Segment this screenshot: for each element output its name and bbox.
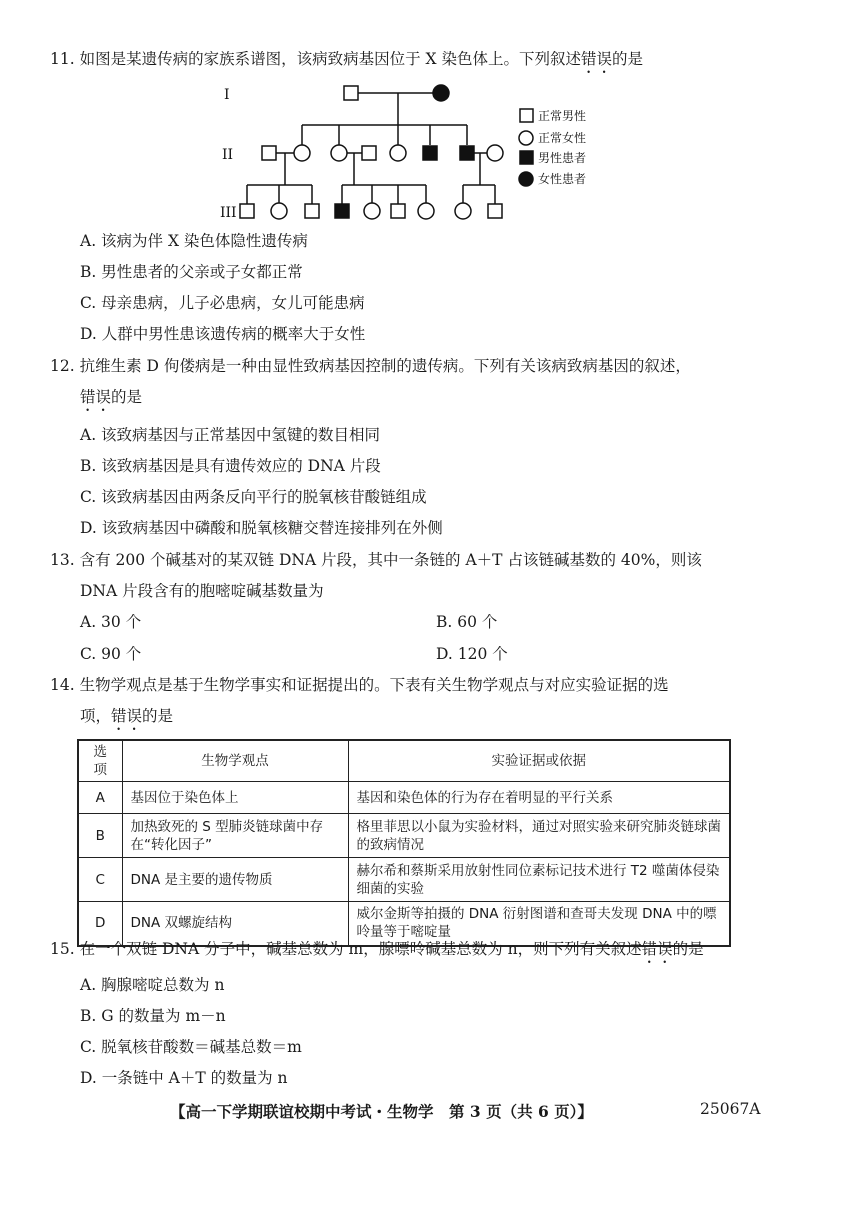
table-row: [78, 782, 730, 814]
gen2-male-affected-2: [460, 146, 474, 160]
gen3-female-4: [455, 203, 471, 219]
table-cell-key: D: [78, 902, 122, 946]
q15-option-c: C. 脱氧核苷酸数＝碱基总数＝m: [80, 1038, 302, 1056]
q12-option-b: B. 该致病基因是具有遗传效应的 DNA 片段: [80, 457, 381, 475]
q11-option-c: C. 母亲患病，儿子必患病，女儿可能患病: [80, 294, 365, 312]
q12-stem: 12. 抗维生素 D 佝偻病是一种由显性致病基因控制的遗传病。下列有关该病致病基因的叙述，: [50, 357, 691, 375]
gen3-male-3: [391, 204, 405, 218]
q13-stem: 13. 含有 200 个碱基对的某双链 DNA 片段，其中一条链的 A＋T 占该链碱基数的 40%，则该: [50, 551, 702, 569]
table-cell-evidence: 格里菲思以小鼠为实验材料，通过对照实验来研究肺炎链球菌的致病情况: [348, 814, 730, 858]
table-cell-evidence: 赫尔希和蔡斯采用放射性同位素标记技术进行 T2 噬菌体侵染细菌的实验: [348, 858, 730, 902]
legend-affected-male: 男性患者: [538, 151, 587, 165]
q13-option-d: D. 120 个: [436, 645, 508, 663]
q11-option-b: B. 男性患者的父亲或子女都正常: [80, 263, 303, 281]
q14-stem: 14. 生物学观点是基于生物学事实和证据提出的。下表有关生物学观点与对应实验证据的选: [50, 676, 669, 694]
q15-option-d: D. 一条链中 A＋T 的数量为 n: [80, 1069, 288, 1087]
gen3-female-2: [364, 203, 380, 219]
gen1-female-affected: [433, 85, 449, 101]
gen3-female-3: [418, 203, 434, 219]
gen3-label: III: [220, 205, 237, 221]
gen3-male-1: [240, 204, 254, 218]
table-cell-view: DNA 是主要的遗传物质: [122, 858, 348, 902]
gen3-male-affected: [335, 204, 349, 218]
table-header: 选项: [78, 740, 122, 782]
gen3-male-2: [305, 204, 319, 218]
table-cell-key: A: [78, 782, 122, 814]
gen2-male-1: [262, 146, 276, 160]
table-row: [78, 858, 730, 902]
q15-option-b: B. G 的数量为 m－n: [80, 1007, 226, 1025]
footer-code: 25067A: [700, 1100, 761, 1118]
footer-title: 【高一下学期联谊校期中考试・生物学 第 3 页（共 6 页）】: [170, 1102, 593, 1121]
q12-stem-line2: 错误的是: [80, 388, 143, 406]
q14-emphasis: 错误: [111, 707, 143, 725]
q15-option-a: A. 胸腺嘧啶总数为 n: [80, 976, 225, 994]
table-header: 生物学观点: [122, 740, 348, 782]
gen2-female-4: [487, 145, 503, 161]
q12-option-c: C. 该致病基因由两条反向平行的脱氧核苷酸链组成: [80, 488, 427, 506]
gen2-female-3: [390, 145, 406, 161]
gen3-female-1: [271, 203, 287, 219]
q11-emphasis: 错误: [580, 50, 612, 68]
gen2-female-2: [331, 145, 347, 161]
q13-option-a: A. 30 个: [80, 613, 142, 631]
table-cell-view: DNA 双螺旋结构: [122, 902, 348, 946]
gen2-female-1: [294, 145, 310, 161]
q15-stem: 15. 在一个双链 DNA 分子中，碱基总数为 m，腺嘌呤碱基总数为 n，则下列有关叙述错误的是: [50, 940, 704, 958]
pedigree-chart: [220, 78, 640, 228]
legend-normal-male: 正常男性: [538, 109, 587, 123]
legend-normal-female: 正常女性: [538, 131, 587, 145]
gen1-male: [344, 86, 358, 100]
q12-option-a: A. 该致病基因与正常基因中氢键的数目相同: [80, 426, 381, 444]
gen2-male-affected-1: [423, 146, 437, 160]
legend-affected-female: 女性患者: [538, 172, 587, 186]
q11-stem: 11. 如图是某遗传病的家族系谱图，该病致病基因位于 X 染色体上。下列叙述错误的是: [50, 50, 643, 68]
table-row: [78, 814, 730, 858]
q11-option-a: A. 该病为伴 X 染色体隐性遗传病: [80, 232, 308, 250]
q15-emphasis: 错误: [641, 940, 673, 958]
table-header-row: [78, 740, 730, 782]
gen2-label: II: [222, 147, 234, 163]
q11-option-d: D. 人群中男性患该遗传病的概率大于女性: [80, 325, 366, 343]
q12-option-d: D. 该致病基因中磷酸和脱氧核糖交替连接排列在外侧: [80, 519, 443, 537]
table-cell-view: 加热致死的 S 型肺炎链球菌中存在“转化因子”: [122, 814, 348, 858]
table-header: 实验证据或依据: [348, 740, 730, 782]
table-cell-evidence: 威尔金斯等拍摄的 DNA 衍射图谱和查哥夫发现 DNA 中的嘌呤量等于嘧啶量: [348, 902, 730, 946]
gen1-label: I: [224, 87, 230, 103]
table-cell-key: C: [78, 858, 122, 902]
gen3-male-4: [488, 204, 502, 218]
q14-stem-line2: 项，错误的是: [80, 707, 174, 725]
table-cell-view: 基因位于染色体上: [122, 782, 348, 814]
q13-option-b: B. 60 个: [436, 613, 498, 631]
table-cell-key: B: [78, 814, 122, 858]
table-cell-evidence: 基因和染色体的行为存在着明显的平行关系: [348, 782, 730, 814]
q13-stem-line2: DNA 片段含有的胞嘧啶碱基数量为: [80, 582, 324, 600]
q13-option-c: C. 90 个: [80, 645, 142, 663]
q12-emphasis: 错误: [80, 388, 112, 406]
q14-table: [77, 739, 731, 947]
gen2-male-2: [362, 146, 376, 160]
